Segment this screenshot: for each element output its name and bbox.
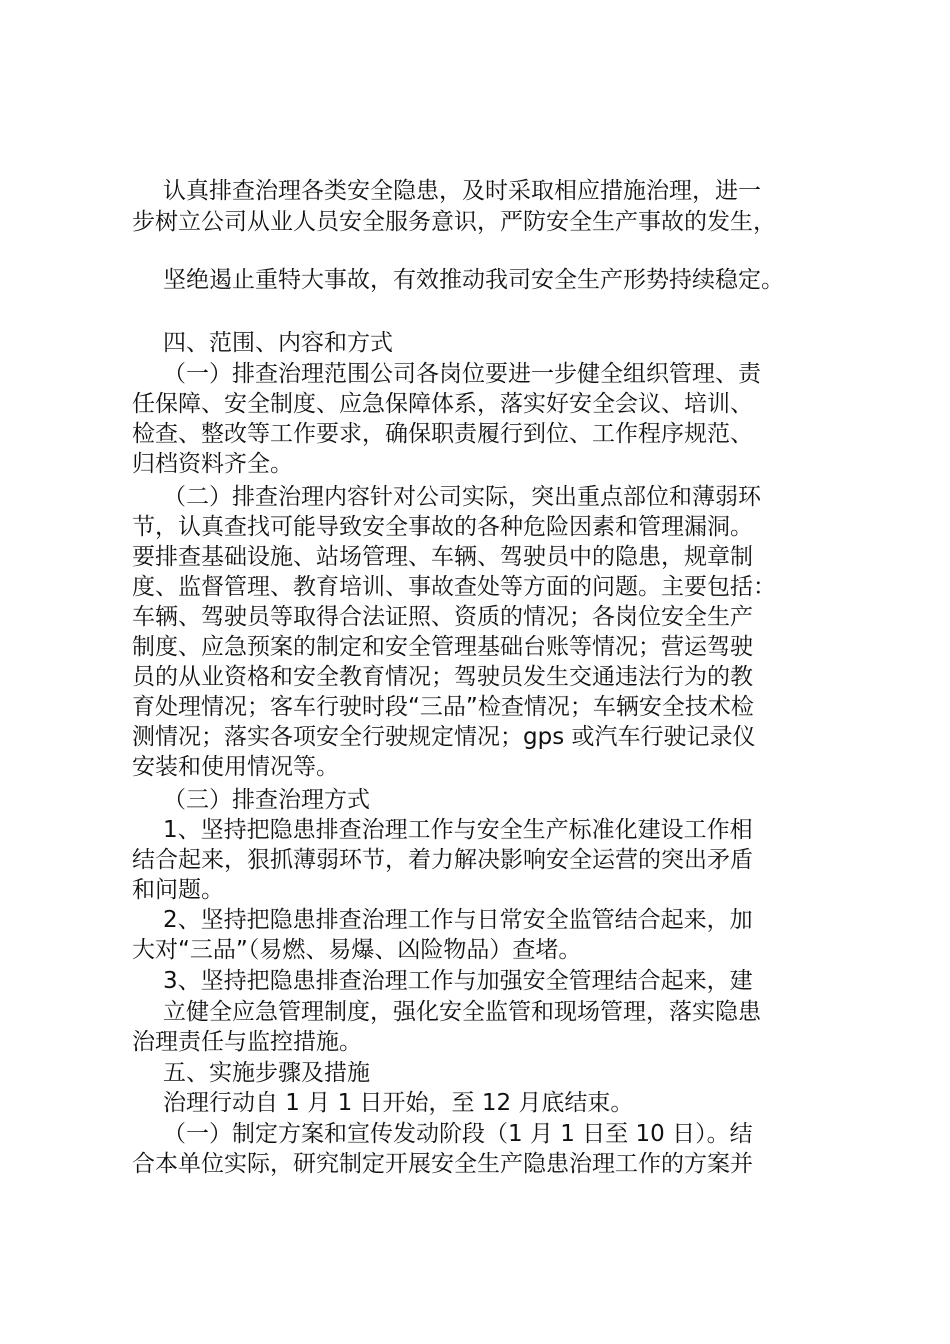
- section-heading-5: 五、实施步骤及措施: [163, 1060, 370, 1086]
- para-3-line-4: 度、监督管理、教育培训、事故查处等方面的问题。主要包括：: [132, 574, 776, 600]
- item-1-line-3: 和问题。: [132, 877, 224, 903]
- para-3-line-10: 安装和使用情况等。: [132, 754, 339, 780]
- para-2-line-2: 任保障、安全制度、应急保障体系，落实好安全会议、培训、: [132, 391, 753, 417]
- step-1-line-2: 合本单位实际，研究制定开展安全生产隐患治理工作的方案并: [132, 1151, 753, 1177]
- section-heading-4: 四、范围、内容和方式: [163, 330, 393, 356]
- item-1-line-2: 结合起来，狠抓薄弱环节，着力解决影响安全运营的突出矛盾: [132, 847, 753, 873]
- para-3-line-5: 车辆、驾驶员等取得合法证照、资质的情况；各岗位安全生产: [132, 604, 753, 630]
- para-1-line-3: 坚绝遏止重特大事故，有效推动我司安全生产形势持续稳定。: [163, 267, 784, 293]
- para-1-line-2: 步树立公司从业人员安全服务意识，严防安全生产事故的发生，: [132, 209, 776, 235]
- para-3-line-7: 员的从业资格和安全教育情况；驾驶员发生交通违法行为的教: [132, 664, 753, 690]
- para-3-line-1: （二）排查治理内容针对公司实际，突出重点部位和薄弱环: [163, 484, 761, 510]
- item-1-line-1: 1、坚持把隐患排查治理工作与安全生产标准化建设工作相: [163, 817, 753, 843]
- schedule-line: 治理行动自 1 月 1 日开始，至 12 月底结束。: [163, 1090, 634, 1116]
- para-2-line-3: 检查、整改等工作要求，确保职责履行到位、工作程序规范、: [132, 421, 753, 447]
- item-2-line-2: 大对“三品”（易燃、易爆、凶险物品）查堵。: [132, 937, 582, 963]
- para-3-line-9: 测情况；落实各项安全行驶规定情况；gps 或汽车行驶记录仪: [132, 724, 756, 750]
- para-2-line-4: 归档资料齐全。: [132, 451, 293, 477]
- item-3-line-2: 立健全应急管理制度，强化安全监管和现场管理，落实隐患: [163, 999, 761, 1025]
- para-1-line-1: 认真排查治理各类安全隐患，及时采取相应措施治理，进一: [163, 178, 761, 204]
- para-2-line-1: （一）排查治理范围公司各岗位要进一步健全组织管理、责: [163, 361, 761, 387]
- para-3-line-2: 节，认真查找可能导致安全事故的各种危险因素和管理漏洞。: [132, 514, 753, 540]
- para-3-line-3: 要排查基础设施、站场管理、车辆、驾驶员中的隐患，规章制: [132, 544, 753, 570]
- para-3-line-8: 育处理情况；客车行驶时段“三品”检查情况；车辆安全技术检: [132, 694, 754, 720]
- step-1-line-1: （一）制定方案和宣传发动阶段（1 月 1 日至 10 日）。结: [163, 1121, 753, 1147]
- item-2-line-1: 2、坚持把隐患排查治理工作与日常安全监管结合起来，加: [163, 907, 753, 933]
- subsection-heading-3: （三）排查治理方式: [163, 787, 370, 813]
- item-3-line-1: 3、坚持把隐患排查治理工作与加强安全管理结合起来，建: [163, 968, 753, 994]
- para-3-line-6: 制度、应急预案的制定和安全管理基础台账等情况；营运驾驶: [132, 634, 753, 660]
- item-3-line-3: 治理责任与监控措施。: [132, 1029, 362, 1055]
